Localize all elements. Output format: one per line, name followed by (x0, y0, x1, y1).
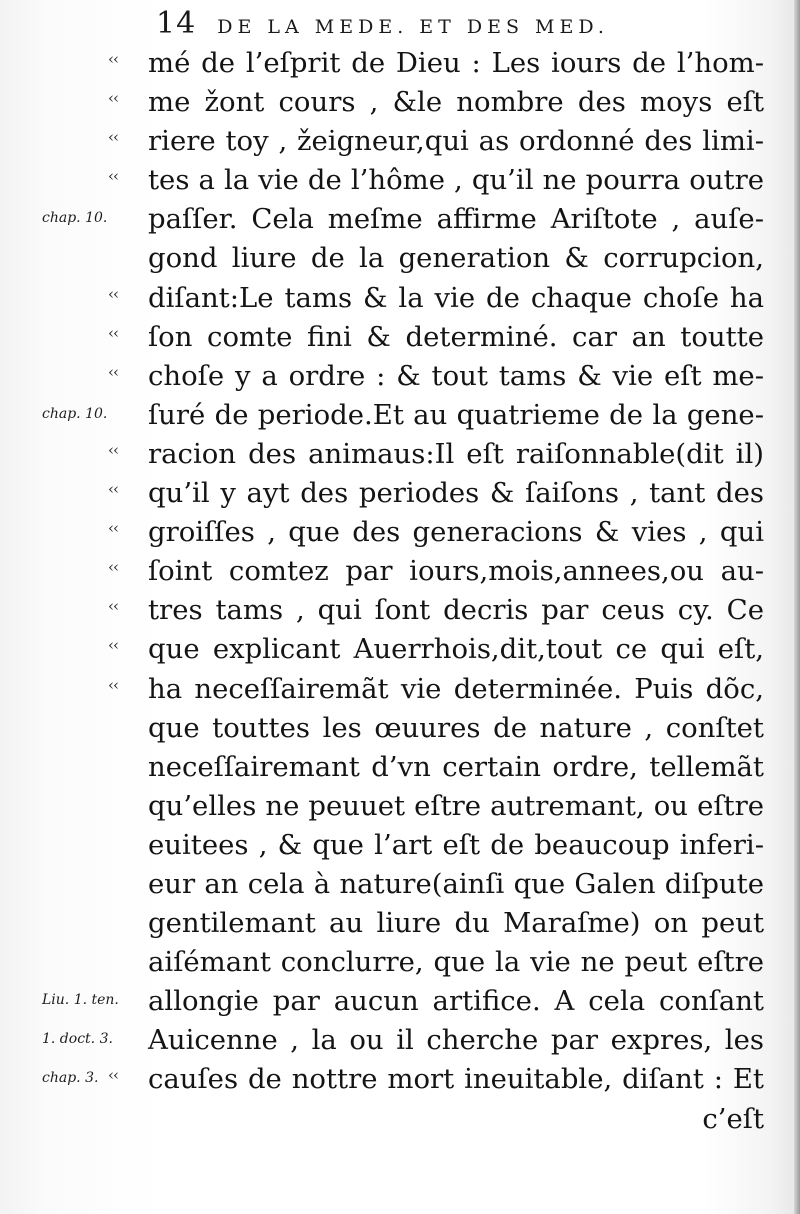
text-line (0, 44, 800, 83)
quotation-mark: ‹‹ (108, 558, 118, 577)
text-line (0, 122, 800, 161)
quotation-mark: ‹‹ (108, 284, 118, 303)
line-text: qu’il y ayt des periodes & ſaiſons , tant des (148, 477, 764, 510)
quotation-mark: ‹‹ (108, 323, 118, 342)
text-line (0, 865, 800, 904)
margin-note: 1. doct. 3. (42, 1031, 113, 1048)
quotation-mark: ‹‹ (108, 597, 118, 616)
line-text: que explicant Auerrhois,dit,tout ce qui eſt, (148, 633, 764, 666)
line-text: c’eſt (702, 1102, 764, 1135)
text-line (0, 357, 800, 396)
text-block (0, 44, 800, 1139)
text-line (0, 239, 800, 278)
text-line (0, 826, 800, 865)
line-text: me žont cours , &le nombre des moys eſt (148, 86, 764, 119)
quotation-mark: ‹‹ (108, 675, 118, 694)
line-text: ſon comte fini & determiné. car an toutte (148, 320, 764, 353)
page-number: 14 (156, 6, 197, 41)
text-line (0, 748, 800, 787)
quotation-mark: ‹‹ (108, 50, 118, 68)
line-text: ſuré de periode.Et au quatrieme de la gene- (148, 398, 764, 431)
line-text: paſſer. Cela meſme affirme Ariſtote , auſe- (148, 203, 764, 236)
line-text: mé de l’eſprit de Dieu : Les iours de l’hom- (148, 47, 764, 79)
text-line (0, 1100, 800, 1139)
text-line (0, 709, 800, 748)
line-text: tes a la vie de l’hôme , qu’il ne pourra outre (148, 164, 764, 197)
text-line (0, 474, 800, 513)
text-line (0, 670, 800, 709)
line-text: allongie par aucun artifice. A cela conſant (148, 985, 764, 1018)
line-text: choſe y a ordre : & tout tams & vie eſt me- (148, 359, 764, 392)
text-line (0, 591, 800, 630)
quotation-mark: ‹‹ (108, 480, 118, 499)
text-line (0, 435, 800, 474)
line-text: riere toy , žeigneur,qui as ordonné des limi- (148, 125, 764, 158)
line-text: ſoint comtez par iours,mois,annees,ou au- (148, 555, 764, 588)
line-text: que touttes les œuures de nature , conſtet (148, 711, 764, 744)
quotation-mark: ‹‹ (108, 636, 118, 655)
quotation-mark: ‹‹ (108, 440, 118, 459)
quotation-mark: ‹‹ (108, 519, 118, 538)
line-text: aiſémant conclurre, que la vie ne peut eſtre (148, 946, 764, 979)
text-line (0, 200, 800, 239)
running-title: DE LA MEDE. ET DES MED. (217, 16, 609, 38)
line-text: gentilemant au liure du Maraſme) on peut (148, 907, 764, 940)
line-text: cauſes de nottre mort ineuitable, diſant : Et (148, 1063, 764, 1096)
quotation-mark: ‹‹ (108, 128, 118, 147)
text-line (0, 161, 800, 200)
line-text: groiſſes , que des generacions & vies , qui (148, 516, 764, 549)
line-text: euitees , & que l’art eſt de beaucoup inferi- (148, 828, 764, 861)
text-line (0, 630, 800, 669)
text-line (0, 513, 800, 552)
text-line (0, 1060, 800, 1099)
quotation-mark: ‹‹ (108, 362, 118, 381)
line-text: diſant:Le tams & la vie de chaque choſe ha (148, 281, 764, 314)
margin-note: chap. 10. (42, 210, 108, 227)
text-line (0, 396, 800, 435)
line-text: racion des animaus:Il eſt raiſonnable(dit il) (148, 437, 764, 470)
margin-note: chap. 10. (42, 405, 108, 422)
text-line (0, 552, 800, 591)
text-line (0, 279, 800, 318)
margin-note: Liu. 1. ten. (42, 992, 119, 1009)
line-text: neceſſairemant d’vn certain ordre, tellemãt (148, 750, 764, 783)
quotation-mark: ‹‹ (108, 89, 118, 108)
text-line (0, 787, 800, 826)
text-line (0, 1021, 800, 1060)
text-line (0, 982, 800, 1021)
quotation-mark: ‹‹ (108, 167, 118, 186)
line-text: ha neceſſairemãt vie determinée. Puis dõc, (148, 672, 764, 705)
line-text: eur an cela à nature(ainſi que Galen diſpute (148, 867, 764, 900)
text-line (0, 943, 800, 982)
line-text: tres tams , qui ſont decris par ceus cy. Ce (148, 594, 764, 627)
text-line (0, 83, 800, 122)
line-text: qu’elles ne peuuet eſtre autremant, ou eſtre (148, 789, 764, 822)
text-line (0, 904, 800, 943)
line-text: gond liure de la generation & corrupcion, (148, 242, 764, 275)
quotation-mark: ‹‹ (108, 1066, 118, 1085)
running-head (156, 6, 716, 41)
line-text: Auicenne , la ou il cherche par expres, les (148, 1024, 764, 1057)
margin-note: chap. 3. (42, 1070, 99, 1087)
text-line (0, 318, 800, 357)
